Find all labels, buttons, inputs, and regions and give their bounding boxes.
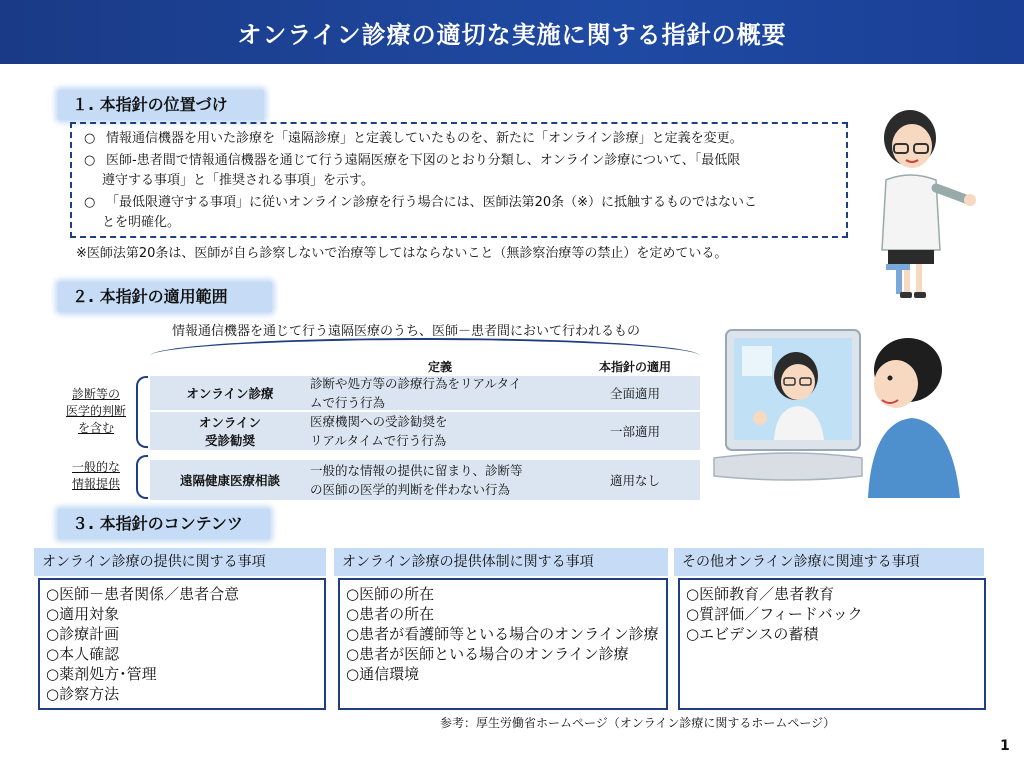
contents-column-provision xyxy=(34,548,326,710)
bullet-circle-icon: ○ xyxy=(84,153,96,168)
list-item: ○薬剤処方･管理 xyxy=(46,665,157,683)
telemedicine-illustration-icon xyxy=(712,326,962,498)
reference-note: 参考：厚生労働省ホームページ（オンライン診療に関するホームページ） xyxy=(440,716,836,730)
row-definition: 医療機関への受診勧奨を リアルタイムで行う行為 xyxy=(310,414,448,448)
bullet-circle-icon: ○ xyxy=(84,195,96,210)
row-application: 全面適用 xyxy=(609,386,660,401)
section1-heading: １. 本指針の位置づけ xyxy=(58,90,264,120)
header-application: 本指針の適用 xyxy=(598,360,671,374)
scope-brace xyxy=(150,338,700,356)
row-application: 一部適用 xyxy=(609,424,660,439)
list-item: ○適用対象 xyxy=(46,605,120,623)
list-item: ○診療計画 xyxy=(46,625,120,643)
section1-bullet-2: ○ 医師-患者間で情報通信機器を通じて行う遠隔医療を下図のとおり分類し、オンライン診療について、「最低限 遵守する事項」と「推奨される事項」を示す。 xyxy=(84,153,741,188)
list-item: ○医師教育／患者教育 xyxy=(686,585,835,603)
section1-bullet-3: ○ 「最低限遵守する事項」に従いオンライン診療を行う場合には、医師法第20条（※）に抵触するものではないこ とを明確化。 xyxy=(84,195,758,230)
row-name: オンライン 受診勧奨 xyxy=(198,415,262,448)
list-item: ○通信環境 xyxy=(346,665,420,683)
column-body xyxy=(338,578,668,710)
row-name: 遠隔健康医療相談 xyxy=(179,473,280,488)
section1-box xyxy=(70,122,848,238)
section1-bullet-1: ○ 情報通信機器を用いた診療を「遠隔診療」と定義していたものを、新たに「オンライン診療」と定義を変更。 xyxy=(84,129,834,149)
bracket-medical-judgment xyxy=(136,376,148,448)
list-item: ○医師の所在 xyxy=(346,585,435,603)
list-item: ○エビデンスの蓄積 xyxy=(686,625,819,643)
scope-caption: 情報通信機器を通じて行う遠隔医療のうち、医師－患者間において行われるもの xyxy=(172,324,641,339)
list-item: ○患者の所在 xyxy=(346,605,435,623)
list-item: ○質評価／フィードバック xyxy=(686,605,863,623)
bracket-general-info xyxy=(136,455,148,499)
column-body xyxy=(38,578,326,710)
column-header: その他オンライン診療に関連する事項 xyxy=(674,548,984,576)
list-item: ○診察方法 xyxy=(46,685,120,703)
section2-heading: ２. 本指針の適用範囲 xyxy=(58,282,272,312)
list-item: ○本人確認 xyxy=(46,645,120,663)
header-definition: 定義 xyxy=(427,359,452,374)
page-title: オンライン診療の適切な実施に関する指針の概要 xyxy=(0,0,1024,64)
row-definition: 診断や処方等の診療行為をリアルタイ ムで行う行為 xyxy=(310,376,522,410)
side-label-general-info: 一般的な 情報提供 xyxy=(71,460,120,491)
contents-column-system xyxy=(334,548,668,710)
page-number: 1 xyxy=(1000,738,1010,754)
column-body xyxy=(678,578,986,710)
column-header: オンライン診療の提供体制に関する事項 xyxy=(334,548,668,576)
list-item: ○患者が医師といる場合のオンライン診療 xyxy=(346,645,629,663)
column-header: オンライン診療の提供に関する事項 xyxy=(34,548,326,576)
list-item: ○医師－患者関係／患者合意 xyxy=(46,585,240,603)
bullet-circle-icon: ○ xyxy=(84,131,96,146)
section1-note: ※医師法第20条は、医師が自ら診察しないで治療等してはならないこと（無診察治療等の禁止）を定めている。 xyxy=(76,246,728,261)
row-definition: 一般的な情報の提供に留まり、診断等 の医師の医学的判断を伴わない行為 xyxy=(310,463,523,497)
side-label-medical-judgment: 診断等の 医学的判断 を含む xyxy=(65,387,126,435)
row-application: 適用なし xyxy=(609,473,660,488)
list-item: ○患者が看護師等といる場合のオンライン診療 xyxy=(346,625,659,643)
section3-heading: ３. 本指針のコンテンツ xyxy=(58,509,270,539)
table-row xyxy=(150,458,700,502)
table-row xyxy=(150,376,700,412)
table-row xyxy=(150,412,700,452)
row-name: オンライン診療 xyxy=(186,386,274,401)
scope-table xyxy=(150,358,700,502)
doctor-illustration-icon xyxy=(866,104,976,304)
contents-column-other xyxy=(674,548,986,710)
